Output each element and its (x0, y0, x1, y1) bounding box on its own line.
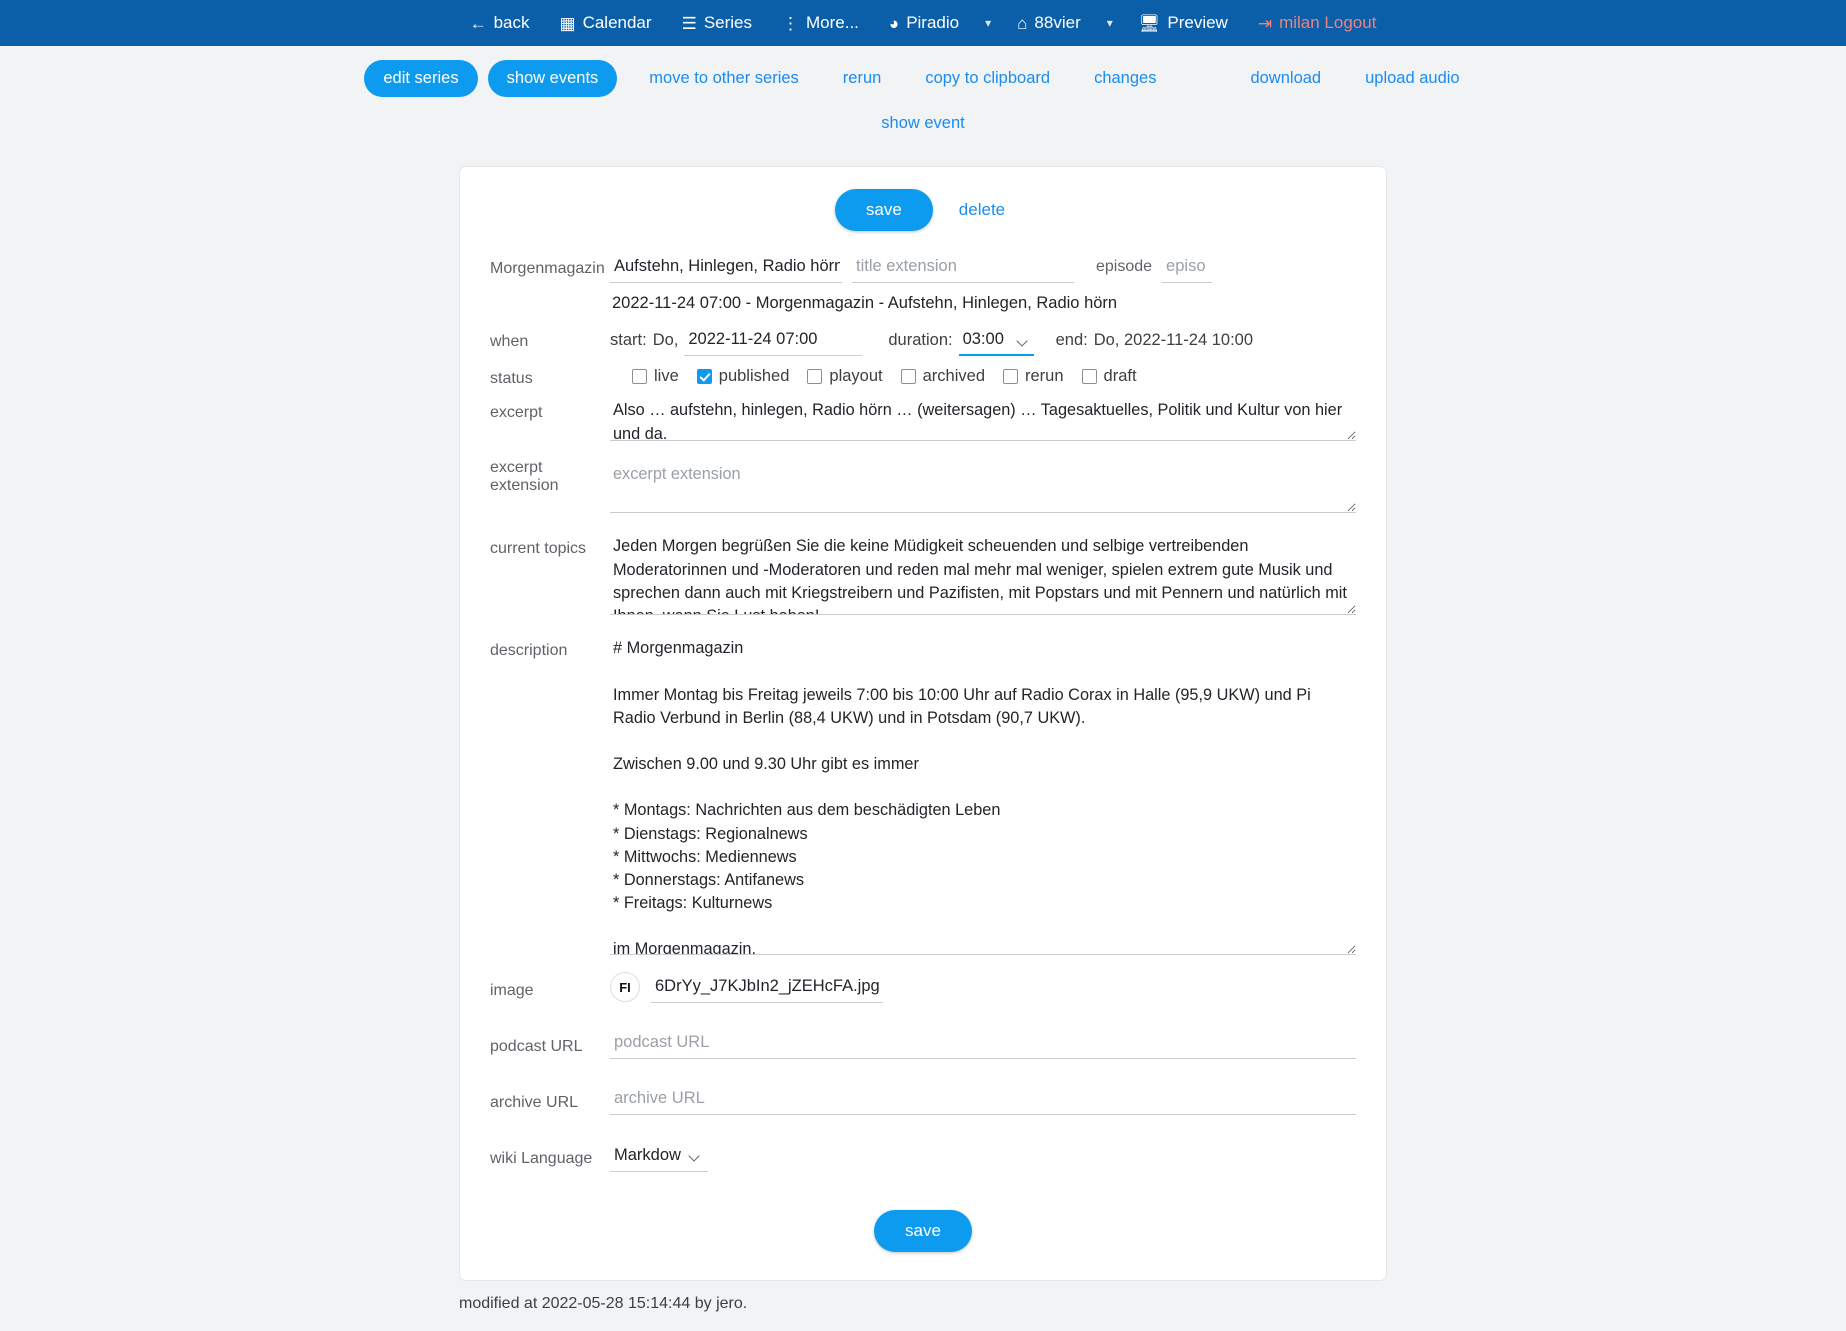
status-checkbox-published[interactable] (697, 367, 790, 386)
footer (0, 1281, 1846, 1331)
event-form-card (459, 166, 1387, 1281)
move-to-other-series-button[interactable]: move to other series (627, 60, 820, 97)
series-name-label: Morgenmagazin (490, 260, 605, 277)
row-podcast-url (490, 1027, 1356, 1067)
top-navbar (0, 0, 1846, 46)
row-description (490, 631, 1356, 955)
action-toolbar (0, 46, 1846, 97)
upload-audio-button[interactable]: upload audio (1343, 60, 1482, 97)
nav-series[interactable] (667, 0, 767, 46)
save-button-top[interactable]: save (835, 189, 933, 231)
nav-back[interactable] (455, 0, 545, 46)
description-label: description (490, 642, 568, 660)
wiki-language-label: wiki Language (490, 1150, 593, 1168)
archive-url-input[interactable] (610, 1083, 1356, 1115)
excerpt-extension-textarea[interactable] (610, 457, 1356, 513)
checkbox-icon-live[interactable] (632, 369, 647, 384)
row-full-title (490, 288, 1356, 319)
duration-select[interactable] (959, 324, 1034, 356)
description-textarea[interactable] (610, 631, 1356, 955)
nav-logout-label: milan Logout (1279, 13, 1377, 32)
show-events-button[interactable]: show events (488, 60, 618, 97)
edit-series-button[interactable]: edit series (364, 60, 477, 97)
image-field-inner (610, 971, 883, 1003)
when-fields (610, 324, 1356, 356)
row-archive-url (490, 1083, 1356, 1123)
episode-label: episode (1096, 258, 1153, 275)
status-checkbox-group (632, 361, 1155, 386)
home-icon: ⌂ (1017, 13, 1028, 33)
image-thumbnail-text: FI (619, 979, 631, 995)
calendar-icon: ▦ (559, 13, 576, 33)
status-label-draft: draft (1103, 367, 1137, 385)
end-value: Do, 2022-11-24 10:00 (1093, 330, 1254, 349)
start-weekday: Do, (652, 330, 679, 349)
dots-vertical-icon: ⋮ (782, 13, 799, 33)
status-label-live: live (654, 367, 679, 385)
row-excerpt-extension (490, 457, 1356, 513)
nav-piradio-label: Piradio (906, 13, 960, 32)
arrow-left-icon: ← (469, 13, 487, 33)
checkbox-icon-draft[interactable] (1082, 369, 1097, 384)
nav-calendar-label: Calendar (582, 13, 652, 32)
list-icon: ☰ (681, 13, 697, 33)
logout-icon: ⇥ (1257, 13, 1273, 33)
nav-preview[interactable] (1124, 0, 1243, 46)
title-extension-input[interactable] (852, 251, 1074, 283)
checkbox-icon-rerun[interactable] (1003, 369, 1018, 384)
excerpt-textarea[interactable] (610, 393, 1356, 441)
excerpt-extension-field (610, 457, 1356, 513)
current-topics-field (610, 529, 1356, 615)
full-title-text: 2022-11-24 07:00 - Morgenmagazin - Aufstehn, Hinlegen, Radio hörn (612, 294, 1118, 312)
podcast-url-label: podcast URL (490, 1038, 583, 1056)
full-title-field (610, 288, 1356, 319)
form-bottom-actions (490, 1184, 1356, 1252)
status-checkbox-rerun[interactable] (1003, 367, 1064, 386)
row-wiki-language (490, 1139, 1356, 1179)
excerpt-extension-label: excerpt extension (490, 459, 559, 495)
nav-series-label: Series (703, 13, 752, 32)
row-title (490, 251, 1356, 283)
save-button-bottom[interactable]: save (874, 1210, 972, 1252)
podcast-url-input[interactable] (610, 1027, 1356, 1059)
status-label-rerun: rerun (1025, 367, 1064, 385)
nav-88vier-label: 88vier (1034, 13, 1081, 32)
nav-station-piradio[interactable] (874, 0, 974, 46)
duration-label: duration: (888, 330, 953, 349)
action-toolbar-row2 (0, 97, 1846, 142)
nav-preview-label: Preview (1167, 13, 1228, 32)
current-topics-label: current topics (490, 540, 587, 558)
image-filename-input[interactable] (651, 971, 883, 1003)
event-form-wrapper (0, 142, 1846, 1281)
title-fields (610, 251, 1356, 283)
row-excerpt (490, 393, 1356, 441)
status-label-playout: playout (829, 367, 883, 385)
image-label: image (490, 982, 534, 1000)
row-image (490, 971, 1356, 1011)
rerun-button[interactable]: rerun (821, 60, 904, 97)
monitor-icon: 🖥 (1138, 13, 1161, 33)
status-checkbox-playout[interactable] (807, 367, 882, 386)
checkbox-icon-archived[interactable] (901, 369, 916, 384)
row-status (490, 361, 1356, 388)
end-label: end: (1055, 330, 1088, 349)
row-when (490, 324, 1356, 356)
show-event-button[interactable]: show event (859, 105, 986, 142)
changes-button[interactable]: changes (1072, 60, 1178, 97)
archive-url-field (610, 1083, 1356, 1115)
episode-input[interactable] (1162, 251, 1212, 283)
wiki-language-select[interactable] (610, 1139, 708, 1172)
chevron-down-icon-piradio[interactable]: ▾ (985, 16, 992, 30)
start-datetime-input[interactable] (684, 324, 862, 356)
row-current-topics (490, 529, 1356, 615)
download-button[interactable]: download (1228, 60, 1343, 97)
delete-button[interactable]: delete (953, 190, 1011, 230)
description-field (610, 631, 1356, 955)
status-label-published: published (718, 367, 790, 385)
excerpt-label: excerpt (490, 404, 543, 422)
current-topics-textarea[interactable] (610, 529, 1356, 615)
modified-info: modified at 2022-05-28 15:14:44 by jero. (459, 1295, 748, 1313)
chevron-down-icon-station[interactable]: ▾ (1106, 16, 1113, 30)
excerpt-field (610, 393, 1356, 441)
status-checkbox-live[interactable] (632, 367, 679, 386)
image-thumbnail (610, 972, 640, 1002)
when-label: when (490, 333, 529, 350)
status-label: status (490, 370, 533, 387)
status-checkbox-draft[interactable] (1082, 367, 1137, 386)
wiki-language-select-wrap (610, 1139, 708, 1172)
form-top-actions (490, 189, 1356, 231)
image-field (610, 971, 1356, 1003)
nav-more-label: More... (806, 13, 859, 32)
nav-back-label: back (493, 13, 530, 32)
title-input[interactable] (610, 251, 842, 283)
status-label-archived: archived (922, 367, 985, 385)
start-label: start: (610, 330, 647, 349)
status-fields (610, 361, 1356, 386)
checkbox-icon-playout[interactable] (807, 369, 822, 384)
copy-to-clipboard-button[interactable]: copy to clipboard (903, 60, 1072, 97)
status-checkbox-archived[interactable] (901, 367, 985, 386)
podcast-url-field (610, 1027, 1356, 1059)
nav-calendar[interactable] (545, 0, 667, 46)
nav-logout[interactable] (1243, 0, 1392, 46)
archive-url-label: archive URL (490, 1094, 579, 1112)
wiki-language-field (610, 1139, 1356, 1172)
nav-more[interactable] (767, 0, 874, 46)
full-title-spacer (490, 288, 610, 297)
when-controls (610, 324, 1259, 356)
checkbox-icon-published[interactable] (697, 369, 712, 384)
radio-wave-icon: ◕ (888, 13, 900, 33)
duration-select-wrap (959, 324, 1034, 356)
nav-station-88vier[interactable] (1002, 0, 1096, 46)
